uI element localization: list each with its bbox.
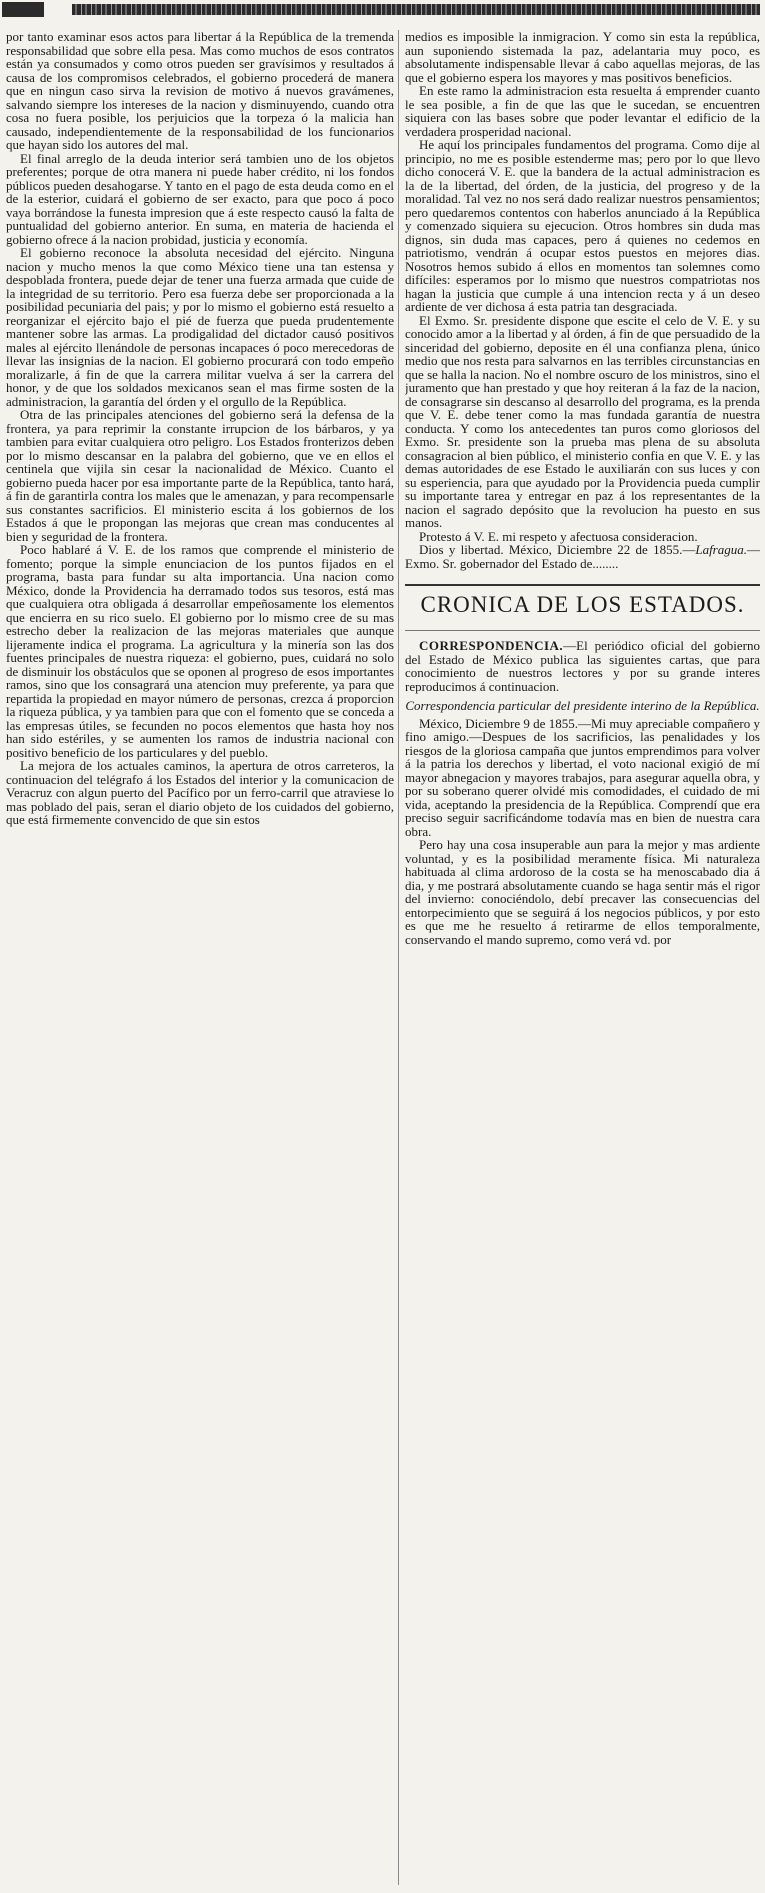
- article-paragraph: Otra de las principales atenciones del gobierno será la defensa de la frontera, ya para reprimir la constante irrupcion de los bárbaros, y ya tambien para evitar cualquiera otro peligro. Los Estados fronterizos deben por lo mismo descansar en la palabra del gobierno, que ve en ellos el centinela que vijila sin cesar la nacionalidad de México. Cuanto el gobierno pueda hacer por esa importante parte de la República, tanto hará, á fin de garantirla contra los males que le amenazan, y para recompensarle sus constantes sacrificios. El ministerio escita á los gobiernos de los Estados á que le propongan las mejoras que crean mas conducentes al bien y seguridad de la frontera.: [6, 407, 394, 544]
- section-rule: [405, 584, 760, 586]
- signature-lead: Dios y libertad. México, Diciembre 22 de 1855.—: [419, 542, 696, 557]
- column-right: [405, 30, 760, 1890]
- news-text: —El periódico oficial del gobierno del Estado de México publica las siguientes cartas, que para conocimiento de nuestros lectores y por su grande interes reproducimos á continuacion.: [405, 638, 760, 694]
- section-rule-thin: [405, 630, 760, 631]
- letter-paragraph: Pero hay una cosa insuperable aun para la mejor y mas ardiente voluntad, y es la posibilidad meramente física. Mi naturaleza habituada al clima ardoroso de la costa se ha menoscabado dia á dia, y me postrará absolutamente cuando se haga sentir más el rigor del invierno: conociéndolo, debí precaver las consecuencias del entorpecimiento que se seguirá á los negocios públicos, y por esto es que me he resuelto á retirarme de ellos temporalmente, conservando el mando supremo, como verá vd. por: [405, 837, 760, 947]
- article-paragraph: La mejora de los actuales caminos, la apertura de otros carreteros, la continuacion del telégrafo á los Estados del interior y la comunicacion de Veracruz con algun puerto del Pacífico por un ferro-carril que atraviese lo mas poblado del pais, seran el diario objeto de los cuidados del gobierno, que está firmemente convencido de que sin estos: [6, 758, 394, 827]
- article-paragraph: Protesto á V. E. mi respeto y afectuosa consideracion.: [419, 528, 698, 544]
- page-number-block: [2, 2, 44, 17]
- masthead-band: [72, 4, 760, 15]
- section-title: CRONICA DE LOS ESTADOS.: [420, 592, 745, 617]
- news-kicker: CORRESPONDENCIA.: [419, 638, 564, 653]
- column-divider: [398, 30, 399, 1885]
- article-paragraph: por tanto examinar esos actos para libertar á la República de la tremenda responsabilidad que sobre ella pesa. Mas como muchos de esos contratos están ya consumados y como otros pueden ser gravísimos y resultados á causa de los compromisos celebrados, el gobierno procederá de manera que en ningun caso sirva la revision de motivo á nuevos gravámenes, salvando siempre los intereses de la nacion y disminuyendo, cuando otra cosa no fuera posible, los perjuicios que la torpeza ó la malicia han causado, independientemente de la responsabilidad de los funcionarios que hayan sido los autores del mal.: [6, 30, 394, 152]
- column-left: [6, 30, 394, 1890]
- letter-subheading: Correspondencia particular del presidente interino de la República.: [405, 698, 760, 713]
- signature-tail: —Exmo. Sr. gobernador del Estado de........: [405, 542, 760, 571]
- article-paragraph: Poco hablaré á V. E. de los ramos que comprende el ministerio de fomento; porque la simple enunciacion de los puntos fijados en el programa, basta para fundar su alta importancia. Una nacion como México, donde la Providencia ha derramado todos sus tesoros, está mas que cualquiera otra obligada á desarrollar empeñosamente los elementos que encierra en su rico suelo. El gobierno por lo mismo cree de su mas estrecho deber la realizacion de las mejoras materiales que aunque lijeramente indica el programa. La agricultura y la minería son las dos fuentes principales de nuestra riqueza: el gobierno, pues, cuidará no solo de disminuir los obstáculos que se oponen al progreso de esos importantes ramos, sino que los consagrará una atencion muy preferente, ya para que repartida la propiedad en mayor número de personas, crezca á proporcion la riqueza pública, y ya tambien para que con el fomento que se conceda a las empresas útiles, se fecunden no pocos elementos que hasta hoy nos han sido estériles, y se aumenten los ramos de industria nacional con positivo beneficio de los particulares y del pueblo.: [6, 542, 394, 760]
- article-paragraph: medios es imposible la inmigracion. Y como sin esta la república, aun suponiendo sistemada la paz, adelantaria muy poco, es absolutamente indispensable llevar á cabo aquellas mejoras, de las que el gobierno espera los mayores y mas positivos beneficios.: [405, 30, 760, 85]
- article-paragraph: El gobierno reconoce la absoluta necesidad del ejército. Ninguna nacion y mucho menos la que como México tiene una tan estensa y despoblada frontera, puede dejar de tener una fuerza armada que cuide de la integridad de su territorio. Pero esa fuerza debe ser proporcionada a la posibilidad pecuniaria del pais; y por lo mismo el gobierno está resuelto a reorganizar el ejército bajo el pié de fuerza que pueda prudentemente mantener sobre las armas. La prodigalidad del dictador causó positivos males al ejército llenándole de personas incapaces ó poco merecedoras de llevar las insignias de la nacion. El gobierno procurará con todo empeño moralizarle, á fin de que la carrera militar vuelva á ser la carrera del honor, y de que los soldados mexicanos sean el mas firme sosten de la administracion, la garantía del órden y el orgullo de la República.: [6, 245, 394, 409]
- article-paragraph: El final arreglo de la deuda interior será tambien uno de los objetos preferentes; porque de otra manera ni puede haber crédito, ni los fondos públicos pueden desahogarse. Y tanto en el pago de esta deuda como en el de la esterior, cuidará el gobierno de ser exacto, para que poco á poco vaya borrándose la funesta impresion que á este respecto causó la falta de puntualidad del gobierno anterior. En suma, en materia de hacienda el gobierno ofrece á la nacion probidad, justicia y economía.: [6, 150, 394, 247]
- article-paragraph: He aquí los principales fundamentos del programa. Como dije al principio, no me es posible estenderme mas; pero por lo que llevo dicho conocerá V. E. que la bandera de la actual administracion es la de la libertad, del órden, de la justicia, del progreso y de la moralidad. Tal vez no nos será dado realizar nuestros pensamientos; pero quedaremos contentos con haberlos anunciado á la República y comenzado siquiera su ejecucion. Otros hombres sin duda mas dignos, sin duda mas capaces, pero á quienes no cedemos en patriotismo, vendrán á ocupar estos puestos en mejores dias. Nosotros hemos subido á ellos en momentos tan solemnes como difíciles: esperamos por lo mismo que nuestros compatriotas nos hagan la justicia que cumple á una intencion recta y á un deseo ardiente de ver dichosa á esta patria tan desgraciada.: [405, 137, 760, 314]
- article-paragraph: En este ramo la administracion esta resuelta á emprender cuanto le sea posible, a fin de que las que le sucedan, se encuentren siquiera con las bases sobre que poder levantar el edificio de la verdadera prosperidad nacional.: [405, 83, 760, 139]
- letter-paragraph: México, Diciembre 9 de 1855.—Mi muy apreciable compañero y fino amigo.—Despues de los sacrificios, las penalidades y los riesgos de la gloriosa campaña que juntos emprendimos para volver á la patria los derechos y libertad, el voto nacional exigió de mí mayor abnegacion y mayores trabajos, para asegurar aquella obra, y por su soberano querer olvidé mis comodidades, el cuidado de mi vida, aceptando la presidencia de la República. Comprendí que era preciso seguir sacrificándome todavía mas en bien de nuestra cara obra.: [405, 715, 760, 839]
- article-paragraph: El Exmo. Sr. presidente dispone que escite el celo de V. E. y su conocido amor a la libertad y al órden, á fin de que persuadido de la sinceridad del gobierno, deposite en él una confianza plena, único medio que nos resta para salvarnos en las terribles circunstancias en que se halla la nacion. No el nombre oscuro de los ministros, sino el juramento que han prestado y que hoy reiteran á la faz de la nacion, de consagrarse sin descanso al desarrollo del programa, es la prenda que V. E. debe tener como la mas fundada garantía de nuestra conducta. Y como los antecedentes tan puros como gloriosos del Exmo. Sr. presidente son la prueba mas plena de su absoluta consagracion al bien público, el ministerio confia en que V. E. y las demas autoridades de ese Estado le auxiliarán con sus luces y con su esperiencia, para que ayudado por la Providencia pueda cumplir su importante tarea y entregar en paz á los representantes de la nacion el sagrado depósito que la revolucion ha puesto en sus manos.: [405, 312, 760, 530]
- signature-name: Lafragua.: [695, 542, 747, 557]
- page-header: [0, 0, 765, 22]
- news-item: [405, 639, 760, 693]
- letter-signature: [405, 543, 760, 570]
